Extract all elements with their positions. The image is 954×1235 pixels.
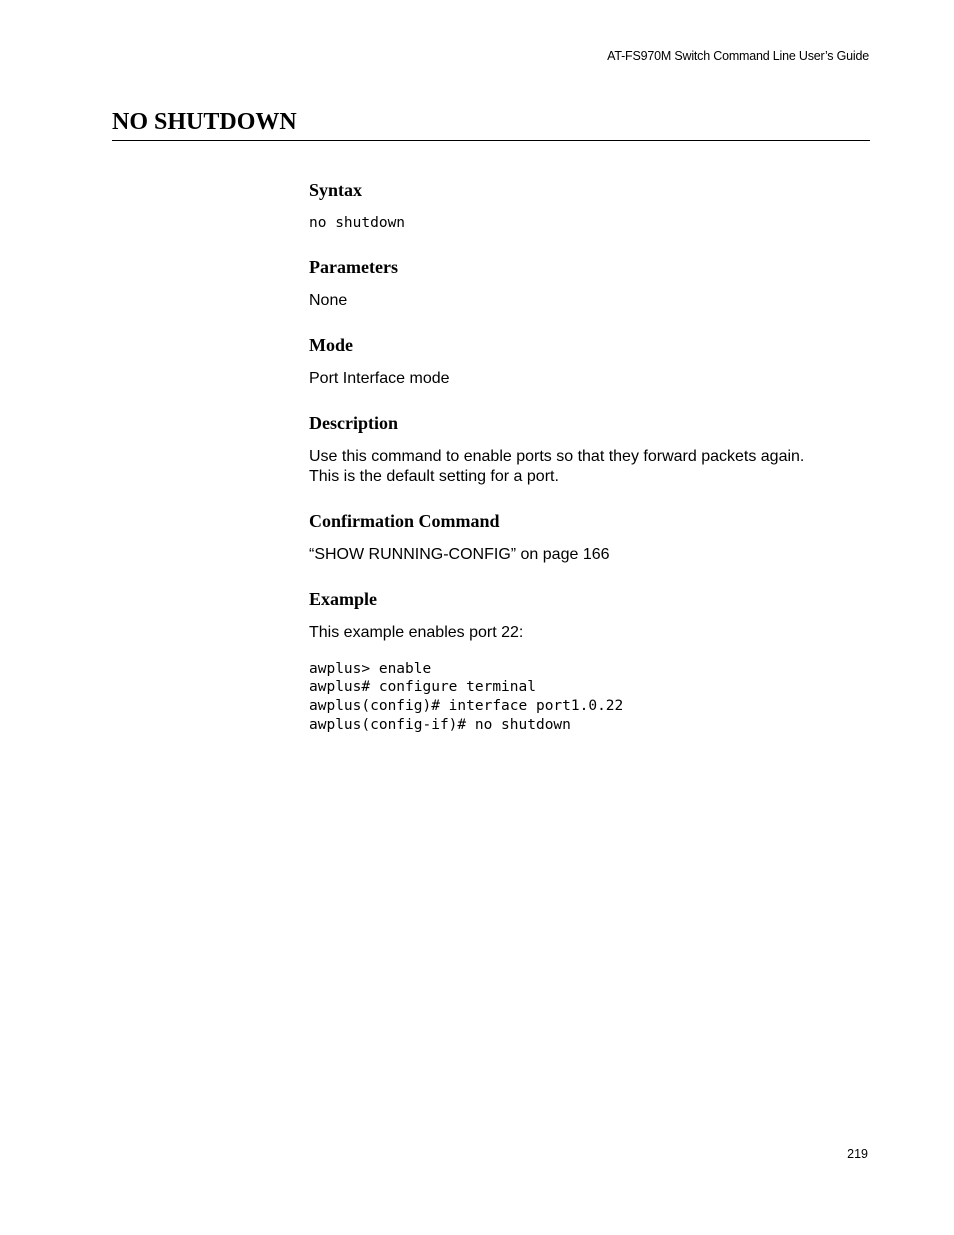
page-number: 219	[847, 1147, 868, 1161]
example-code-line: awplus(config-if)# no shutdown	[309, 716, 571, 733]
running-header: AT-FS970M Switch Command Line User’s Guide	[607, 49, 869, 63]
mode-heading: Mode	[309, 334, 353, 355]
title-rule	[112, 140, 870, 141]
example-code-line: awplus> enable	[309, 660, 432, 677]
example-code-line: awplus# configure terminal	[309, 679, 536, 696]
confirmation-text: “SHOW RUNNING-CONFIG” on page 166	[309, 545, 610, 563]
page-title: NO SHUTDOWN	[112, 109, 297, 135]
syntax-code: no shutdown	[309, 215, 406, 231]
description-line-1: Use this command to enable ports so that they forward packets again.	[309, 447, 805, 465]
parameters-text: None	[309, 291, 348, 309]
confirmation-heading: Confirmation Command	[309, 510, 500, 531]
example-intro: This example enables port 22:	[309, 623, 524, 641]
mode-text: Port Interface mode	[309, 369, 450, 387]
parameters-heading: Parameters	[309, 256, 398, 277]
description-heading: Description	[309, 412, 398, 433]
syntax-heading: Syntax	[309, 180, 363, 200]
description-line-2: This is the default setting for a port.	[309, 467, 559, 485]
example-heading: Example	[309, 588, 378, 609]
command-reference-body	[309, 178, 854, 735]
example-code-line: awplus(config)# interface port1.0.22	[309, 698, 624, 715]
